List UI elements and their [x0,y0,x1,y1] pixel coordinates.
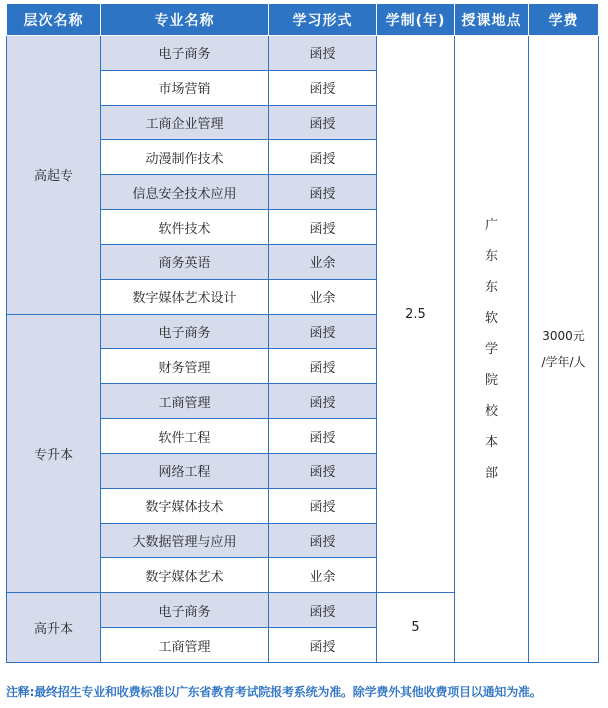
major-cell: 工商管理 [101,628,269,663]
header-fee: 学费 [529,4,599,36]
mode-cell: 函授 [269,628,377,663]
mode-cell: 函授 [269,175,377,210]
major-cell: 工商企业管理 [101,105,269,140]
fee-amount: 3000元 [542,329,585,343]
level-cell: 高升本 [7,593,101,663]
mode-cell: 函授 [269,105,377,140]
level-cell: 专升本 [7,314,101,593]
header-duration: 学制(年) [377,4,455,36]
mode-cell: 函授 [269,453,377,488]
mode-cell: 函授 [269,210,377,245]
header-location: 授课地点 [455,4,529,36]
major-cell: 商务英语 [101,244,269,279]
major-cell: 电子商务 [101,36,269,71]
major-cell: 数字媒体技术 [101,488,269,523]
major-cell: 市场营销 [101,70,269,105]
major-cell: 大数据管理与应用 [101,523,269,558]
major-cell: 网络工程 [101,453,269,488]
table-row [7,36,599,71]
major-cell: 数字媒体艺术设计 [101,279,269,314]
major-cell: 动漫制作技术 [101,140,269,175]
major-cell: 软件工程 [101,419,269,454]
location-cell [455,36,529,663]
mode-cell: 函授 [269,140,377,175]
header-level: 层次名称 [7,4,101,36]
footnote: 注释:最终招生专业和收费标准以广东省教育考试院报考系统为准。除学费外其他收费项目以通知为准。 [6,685,542,699]
fee-unit: /学年/人 [541,355,586,369]
enrollment-table [6,3,599,663]
mode-cell: 函授 [269,349,377,384]
major-cell: 信息安全技术应用 [101,175,269,210]
duration-cell: 5 [377,593,455,663]
mode-cell: 函授 [269,419,377,454]
mode-cell: 业余 [269,244,377,279]
mode-cell: 函授 [269,488,377,523]
mode-cell: 函授 [269,593,377,628]
level-cell: 高起专 [7,36,101,315]
mode-cell: 函授 [269,314,377,349]
major-cell: 财务管理 [101,349,269,384]
header-major: 专业名称 [101,4,269,36]
header-study-mode: 学习形式 [269,4,377,36]
mode-cell: 函授 [269,384,377,419]
mode-cell: 业余 [269,558,377,593]
major-cell: 数字媒体艺术 [101,558,269,593]
mode-cell: 函授 [269,523,377,558]
major-cell: 电子商务 [101,314,269,349]
fee-cell [529,36,599,663]
mode-cell: 业余 [269,279,377,314]
duration-cell: 2.5 [377,36,455,593]
table-header-row [7,4,599,36]
mode-cell: 函授 [269,36,377,71]
major-cell: 软件技术 [101,210,269,245]
major-cell: 电子商务 [101,593,269,628]
mode-cell: 函授 [269,70,377,105]
location-text: 广东东软学院校本部 [484,217,498,481]
major-cell: 工商管理 [101,384,269,419]
